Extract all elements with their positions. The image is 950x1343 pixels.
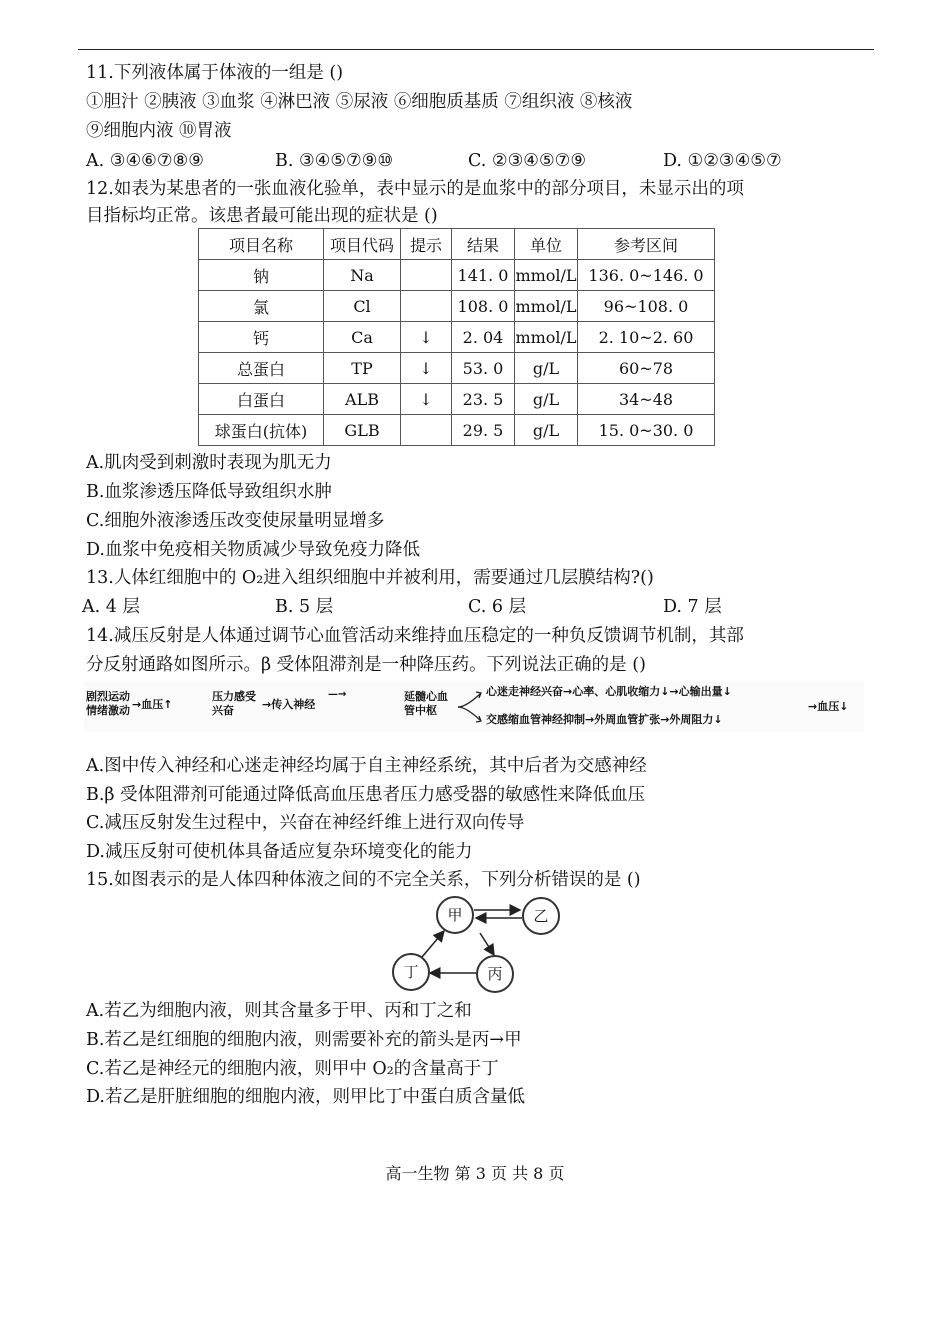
col-header: 结果 <box>452 229 515 260</box>
table-cell: 53. 0 <box>452 353 515 384</box>
flow-bp-up: →血压↑ <box>132 698 173 711</box>
page-footer: 高一生物 第 3 页 共 8 页 <box>385 1164 565 1183</box>
table-cell: ALB <box>324 384 401 415</box>
q12-option-b[interactable]: B.血浆渗透压降低导致组织水肿 <box>86 482 332 502</box>
table-row <box>199 353 715 384</box>
table-row <box>199 291 715 322</box>
q11-option-b[interactable]: B. ③④⑤⑦⑨⑩ <box>275 151 394 171</box>
q11-items-line1: ①胆汁 ②胰液 ③血浆 ④淋巴液 ⑤尿液 ⑥细胞质基质 ⑦组织液 ⑧核液 <box>86 92 633 112</box>
flow-upper-branch: 心迷走神经兴奋→心率、心肌收缩力↓→心输出量↓ <box>486 685 732 698</box>
table-row <box>199 415 715 446</box>
col-header: 提示 <box>401 229 452 260</box>
table-cell: ↓ <box>401 322 452 353</box>
reflex-pathway-diagram <box>84 682 864 732</box>
q13-option-d[interactable]: D. 7 层 <box>663 597 722 617</box>
col-header: 参考区间 <box>578 229 715 260</box>
q14-stem-line1: 14.减压反射是人体通过调节心血管活动来维持血压稳定的一种负反馈调节机制，其部 <box>86 626 744 646</box>
q12-option-d[interactable]: D.血浆中免疫相关物质减少导致免疫力降低 <box>86 540 420 560</box>
table-cell <box>401 260 452 291</box>
table-cell: 141. 0 <box>452 260 515 291</box>
q11-stem: 11.下列液体属于体液的一组是 () <box>86 63 344 83</box>
node-jia: 甲 <box>436 896 474 934</box>
q12-stem-line2: 目指标均正常。该患者最可能出现的症状是 () <box>86 206 438 226</box>
q12-stem-line1: 12.如表为某患者的一张血液化验单，表中显示的是血浆中的部分项目，未显示出的项 <box>86 179 744 199</box>
flow-end: →血压↓ <box>808 700 849 713</box>
q15-option-d[interactable]: D.若乙是肝脏细胞的细胞内液，则甲比丁中蛋白质含量低 <box>86 1087 525 1107</box>
table-row <box>199 384 715 415</box>
q15-option-a[interactable]: A.若乙为细胞内液，则其含量多于甲、丙和丁之和 <box>86 1001 472 1021</box>
q14-option-d[interactable]: D.减压反射可使机体具备适应复杂环境变化的能力 <box>86 842 473 862</box>
table-cell: g/L <box>515 415 578 446</box>
table-cell <box>401 415 452 446</box>
body-fluid-diagram <box>392 895 562 993</box>
q14-option-a[interactable]: A.图中传入神经和心迷走神经均属于自主神经系统，其中后者为交感神经 <box>86 756 647 776</box>
table-cell: 108. 0 <box>452 291 515 322</box>
q15-option-c[interactable]: C.若乙是神经元的细胞内液，则甲中 O₂的含量高于丁 <box>86 1059 499 1079</box>
q12-option-a[interactable]: A.肌肉受到刺激时表现为肌无力 <box>86 453 332 473</box>
table-cell: 34~48 <box>578 384 715 415</box>
table-cell: mmol/L <box>515 291 578 322</box>
q11-option-c[interactable]: C. ②③④⑤⑦⑨ <box>468 151 587 171</box>
flow-arrow: —→ <box>328 689 347 700</box>
flow-center-line1: 延髓心血 <box>404 690 448 703</box>
flow-start-line1: 剧烈运动 <box>86 690 130 703</box>
table-cell: Cl <box>324 291 401 322</box>
q14-option-c[interactable]: C.减压反射发生过程中，兴奋在神经纤维上进行双向传导 <box>86 813 525 833</box>
table-cell: 96~108. 0 <box>578 291 715 322</box>
table-cell: 60~78 <box>578 353 715 384</box>
q15-stem: 15.如图表示的是人体四种体液之间的不完全关系，下列分析错误的是 () <box>86 870 641 890</box>
q13-option-b[interactable]: B. 5 层 <box>275 597 334 617</box>
q15-option-b[interactable]: B.若乙是红细胞的细胞内液，则需要补充的箭头是丙→甲 <box>86 1030 522 1050</box>
table-cell: 钠 <box>199 260 324 291</box>
flow-lower-branch: 交感缩血管神经抑制→外周血管扩张→外周阻力↓ <box>486 713 723 726</box>
q11-option-d[interactable]: D. ①②③④⑤⑦ <box>663 151 782 171</box>
table-cell: g/L <box>515 353 578 384</box>
table-cell: 136. 0~146. 0 <box>578 260 715 291</box>
table-cell: 15. 0~30. 0 <box>578 415 715 446</box>
table-cell: g/L <box>515 384 578 415</box>
q13-stem: 13.人体红细胞中的 O₂进入组织细胞中并被利用，需要通过几层膜结构?() <box>86 568 654 588</box>
table-cell: 白蛋白 <box>199 384 324 415</box>
node-yi: 乙 <box>522 897 560 935</box>
q11-items-line2: ⑨细胞内液 ⑩胃液 <box>86 121 232 141</box>
table-cell: 氯 <box>199 291 324 322</box>
col-header: 项目名称 <box>199 229 324 260</box>
q14-stem-line2: 分反射通路如图所示。β 受体阻滞剂是一种降压药。下列说法正确的是 () <box>86 655 646 675</box>
table-cell: 2. 04 <box>452 322 515 353</box>
q13-option-c[interactable]: C. 6 层 <box>468 597 527 617</box>
table-cell <box>401 291 452 322</box>
table-header-row <box>199 229 715 260</box>
flow-start-line2: 情绪激动 <box>86 704 130 717</box>
table-cell: 23. 5 <box>452 384 515 415</box>
table-cell: Na <box>324 260 401 291</box>
table-cell: mmol/L <box>515 322 578 353</box>
table-cell: ↓ <box>401 353 452 384</box>
table-cell: TP <box>324 353 401 384</box>
q13-option-a[interactable]: A. 4 层 <box>82 597 140 617</box>
table-cell: 总蛋白 <box>199 353 324 384</box>
col-header: 单位 <box>515 229 578 260</box>
node-bing: 丙 <box>476 955 514 993</box>
col-header: 项目代码 <box>324 229 401 260</box>
q14-option-b[interactable]: B.β 受体阻滞剂可能通过降低高血压患者压力感受器的敏感性来降低血压 <box>86 785 646 805</box>
table-cell: mmol/L <box>515 260 578 291</box>
table-cell: Ca <box>324 322 401 353</box>
table-cell: 2. 10~2. 60 <box>578 322 715 353</box>
flow-afferent: →传入神经 <box>262 698 316 711</box>
flow-center-line2: 管中枢 <box>404 704 437 717</box>
flow-branch-arrows <box>456 688 484 726</box>
table-cell: ↓ <box>401 384 452 415</box>
table-cell: 钙 <box>199 322 324 353</box>
flow-receptor-line2: 兴奋 <box>212 704 234 717</box>
table-cell: 29. 5 <box>452 415 515 446</box>
table-row <box>199 260 715 291</box>
table-cell: 球蛋白(抗体) <box>199 415 324 446</box>
q12-option-c[interactable]: C.细胞外液渗透压改变使尿量明显增多 <box>86 511 385 531</box>
flow-receptor-line1: 压力感受 <box>212 690 256 703</box>
node-ding: 丁 <box>392 953 430 991</box>
table-cell: GLB <box>324 415 401 446</box>
q11-option-a[interactable]: A. ③④⑥⑦⑧⑨ <box>86 151 204 171</box>
blood-test-table <box>198 228 715 446</box>
header-rule <box>78 49 874 50</box>
table-row <box>199 322 715 353</box>
